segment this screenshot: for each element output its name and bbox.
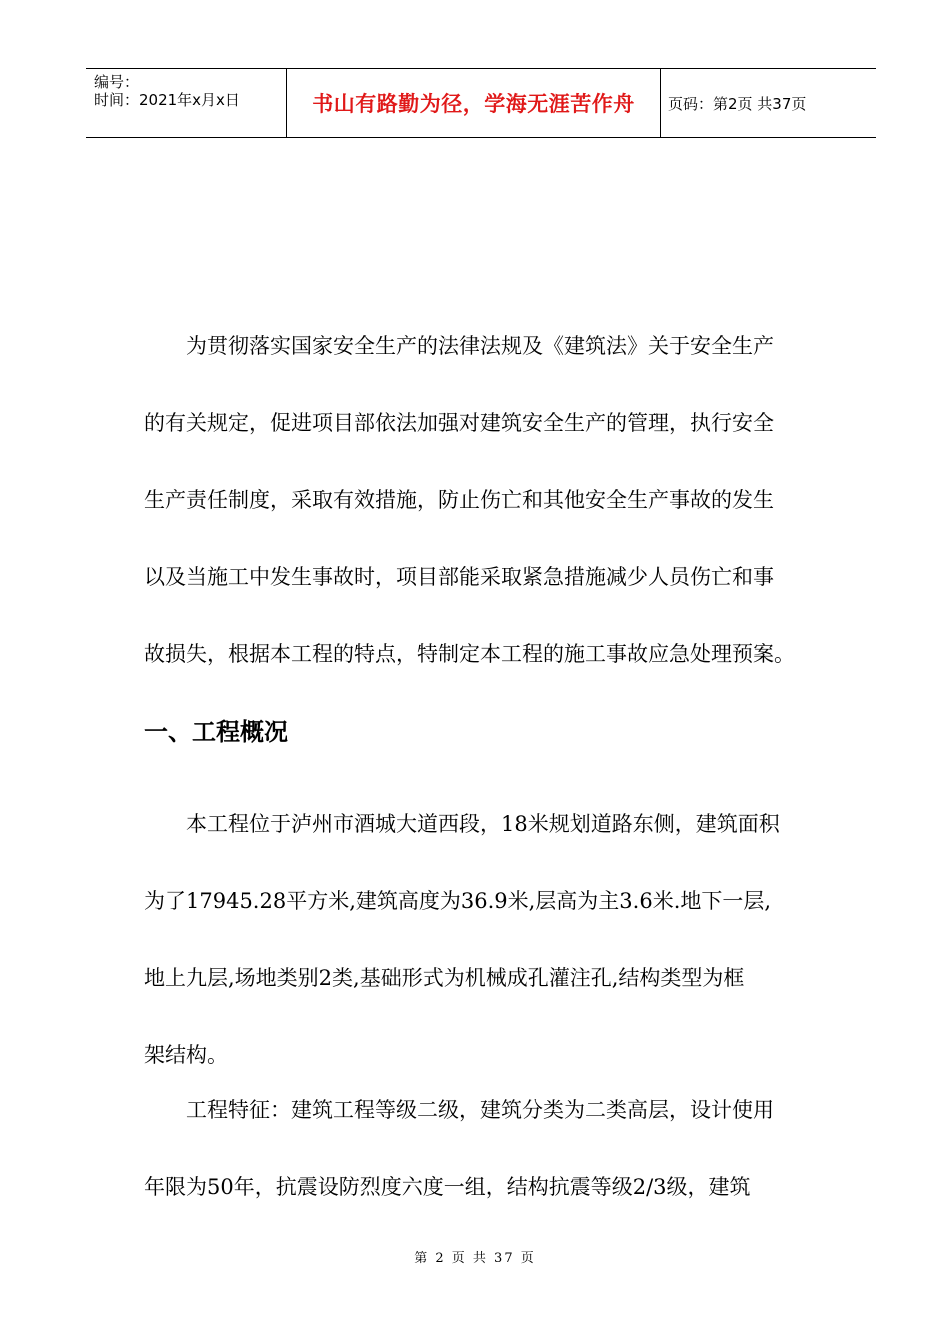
page-footer: 第 2 页 共 37 页 xyxy=(414,1251,536,1266)
text-line: 地上九层,场地类别2类,基础形式为机械成孔灌注孔,结构类型为框 xyxy=(144,966,745,990)
page-header xyxy=(86,68,876,138)
text-line: 年限为50年，抗震设防烈度六度一组，结构抗震等级2/3级，建筑 xyxy=(144,1175,751,1199)
header-page-number: 页码：第2页 共37页 xyxy=(668,94,807,113)
header-meta xyxy=(86,69,286,137)
text-line: 故损失，根据本工程的特点，特制定本工程的施工事故应急处理预案。 xyxy=(144,642,795,666)
header-number: 编号： xyxy=(94,73,140,91)
text-line: 以及当施工中发生事故时，项目部能采取紧急措施减少人员伤亡和事 xyxy=(144,565,774,589)
text-line: 为贯彻落实国家安全生产的法律法规及《建筑法》关于安全生产 xyxy=(186,334,774,358)
section-heading: 一、工程概况 xyxy=(144,718,288,746)
text-line: 本工程位于泸州市酒城大道西段，18米规划道路东侧，建筑面积 xyxy=(186,812,780,836)
header-divider xyxy=(660,69,661,137)
header-motto: 书山有路勤为径，学海无涯苦作舟 xyxy=(312,92,635,116)
text-line: 架结构。 xyxy=(144,1043,228,1067)
header-time: 时间：2021年x月x日 xyxy=(94,91,240,109)
text-line: 为了17945.28平方米,建筑高度为36.9米,层高为主3.6米.地下一层, xyxy=(144,889,772,913)
text-line: 的有关规定，促进项目部依法加强对建筑安全生产的管理，执行安全 xyxy=(144,411,774,435)
text-line: 生产责任制度，采取有效措施，防止伤亡和其他安全生产事故的发生 xyxy=(144,488,774,512)
text-line: 工程特征：建筑工程等级二级，建筑分类为二类高层，设计使用 xyxy=(186,1098,774,1122)
